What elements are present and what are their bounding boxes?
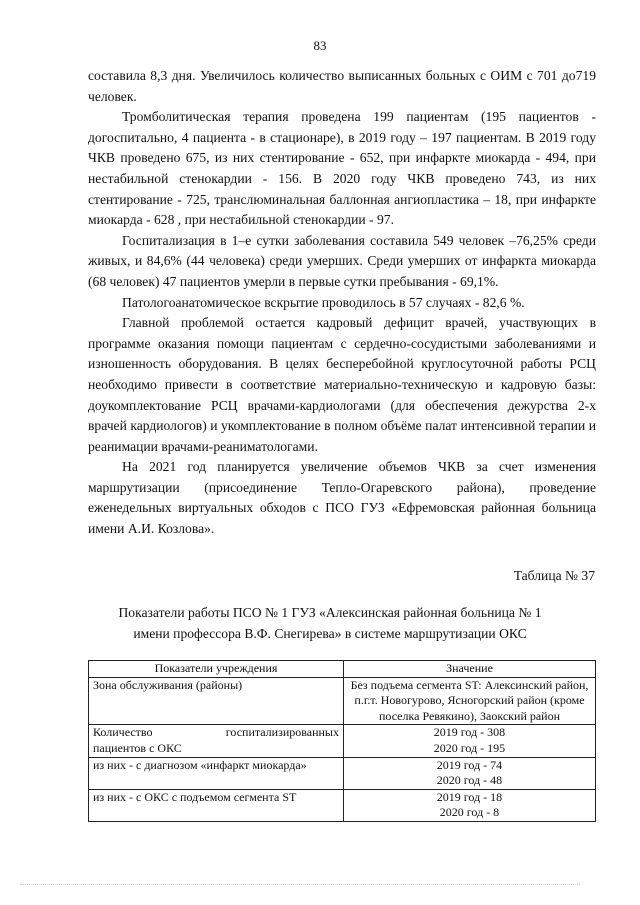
table-row [89, 725, 596, 757]
row-value [344, 725, 596, 757]
indicators-table [88, 660, 596, 822]
row-value: Без подъема сегмента ST: Алексинский район, п.г.т. Новогурово, Ясногорский район (кроме поселка Ревякино), Заокский район [344, 677, 596, 725]
table-row [89, 677, 596, 725]
table-title [60, 603, 600, 644]
row-label: из них - с ОКС с подъемом сегмента ST [89, 789, 344, 821]
column-header-indicators: Показатели учреждения [89, 661, 344, 678]
table-header-row [89, 661, 596, 678]
row-value [344, 757, 596, 789]
table-label: Таблица № 37 [513, 568, 595, 583]
paragraph: Госпитализация в 1–е сутки заболевания составила 549 человек –76,25% среди живых, и 84,6% (44 человека) среди умерших. Среди умерших от инфаркта миокарда (68 человек) 47 пациентов умерли в первые сутки пребывания - 69,1%. [88, 232, 596, 289]
body-text [88, 66, 596, 540]
paragraph: Тромболитическая терапия проведена 199 пациентам (195 пациентов - догоспитально, 4 пациента - в стационаре), в 2019 году – 197 пациентам. В 2019 году ЧКВ проведено 675, из них стентирование - 652, при инфаркте миокарда - 494, при нестабильной стенокардии - 156. В 2020 году ЧКВ проведено 743, из них стентирование - 725, транслюминальная баллонная ангиопластика – 18, при инфаркте миокарда - 628 , при нестабильной стенокардии - 97. [88, 109, 596, 228]
page-number: 83 [313, 38, 327, 53]
value-line: 2019 год - 74 [436, 757, 503, 772]
paragraph: На 2021 год планируется увеличение объемов ЧКВ за счет изменения маршрутизации (присоединение Тепло-Огаревского района), проведение еженедельных виртуальных обходов с ПСО ГУЗ «Ефремовская районная больница имени А.И. Козлова». [88, 459, 596, 537]
paragraph: Главной проблемой остается кадровый дефицит врачей, участвующих в программе оказания помощи пациентам с сердечно-сосудистыми заболеваниями и изношенность оборудования. В целях бесперебойной круглосуточной работы РСЦ необходимо привести в соответствие материально-техническую и кадровую базы: доукомплектование РСЦ врачами-кардиологами (для обеспечения дежурства 2-х врачей кардиологов) и укомплектование в полном объёме палат интенсивной терапии и реанимации врачами-реаниматологами. [88, 315, 596, 454]
value-line: 2019 год - 18 [436, 789, 503, 804]
row-label: из них - с диагнозом «инфаркт миокарда» [89, 757, 344, 789]
column-header-value: Значение [344, 661, 596, 678]
row-value [344, 789, 596, 821]
table-row [89, 789, 596, 821]
paragraph: составила 8,3 дня. Увеличилось количество выписанных больных с ОИМ с 701 до719 человек. [88, 68, 596, 104]
table-title-line: имени профессора В.Ф. Снегирева» в системе маршрутизации ОКС [133, 625, 527, 641]
row-label-line: пациентов с ОКС [93, 740, 182, 755]
value-line: 2020 год - 195 [433, 740, 506, 755]
value-line: 2019 год - 308 [433, 725, 506, 740]
row-label: Зона обслуживания (районы) [89, 677, 344, 725]
scan-artifact [20, 884, 580, 886]
value-line: 2020 год - 48 [436, 773, 503, 788]
table-title-line: Показатели работы ПСО № 1 ГУЗ «Алексинская районная больница № 1 [118, 605, 542, 620]
paragraph: Патологоанатомическое вскрытие проводилось в 57 случаях - 82,6 %. [122, 294, 525, 310]
table-row [89, 757, 596, 789]
row-label-line: Количество госпитализированных [93, 725, 339, 740]
row-label [89, 725, 344, 757]
value-line: 2020 год - 8 [439, 805, 500, 820]
